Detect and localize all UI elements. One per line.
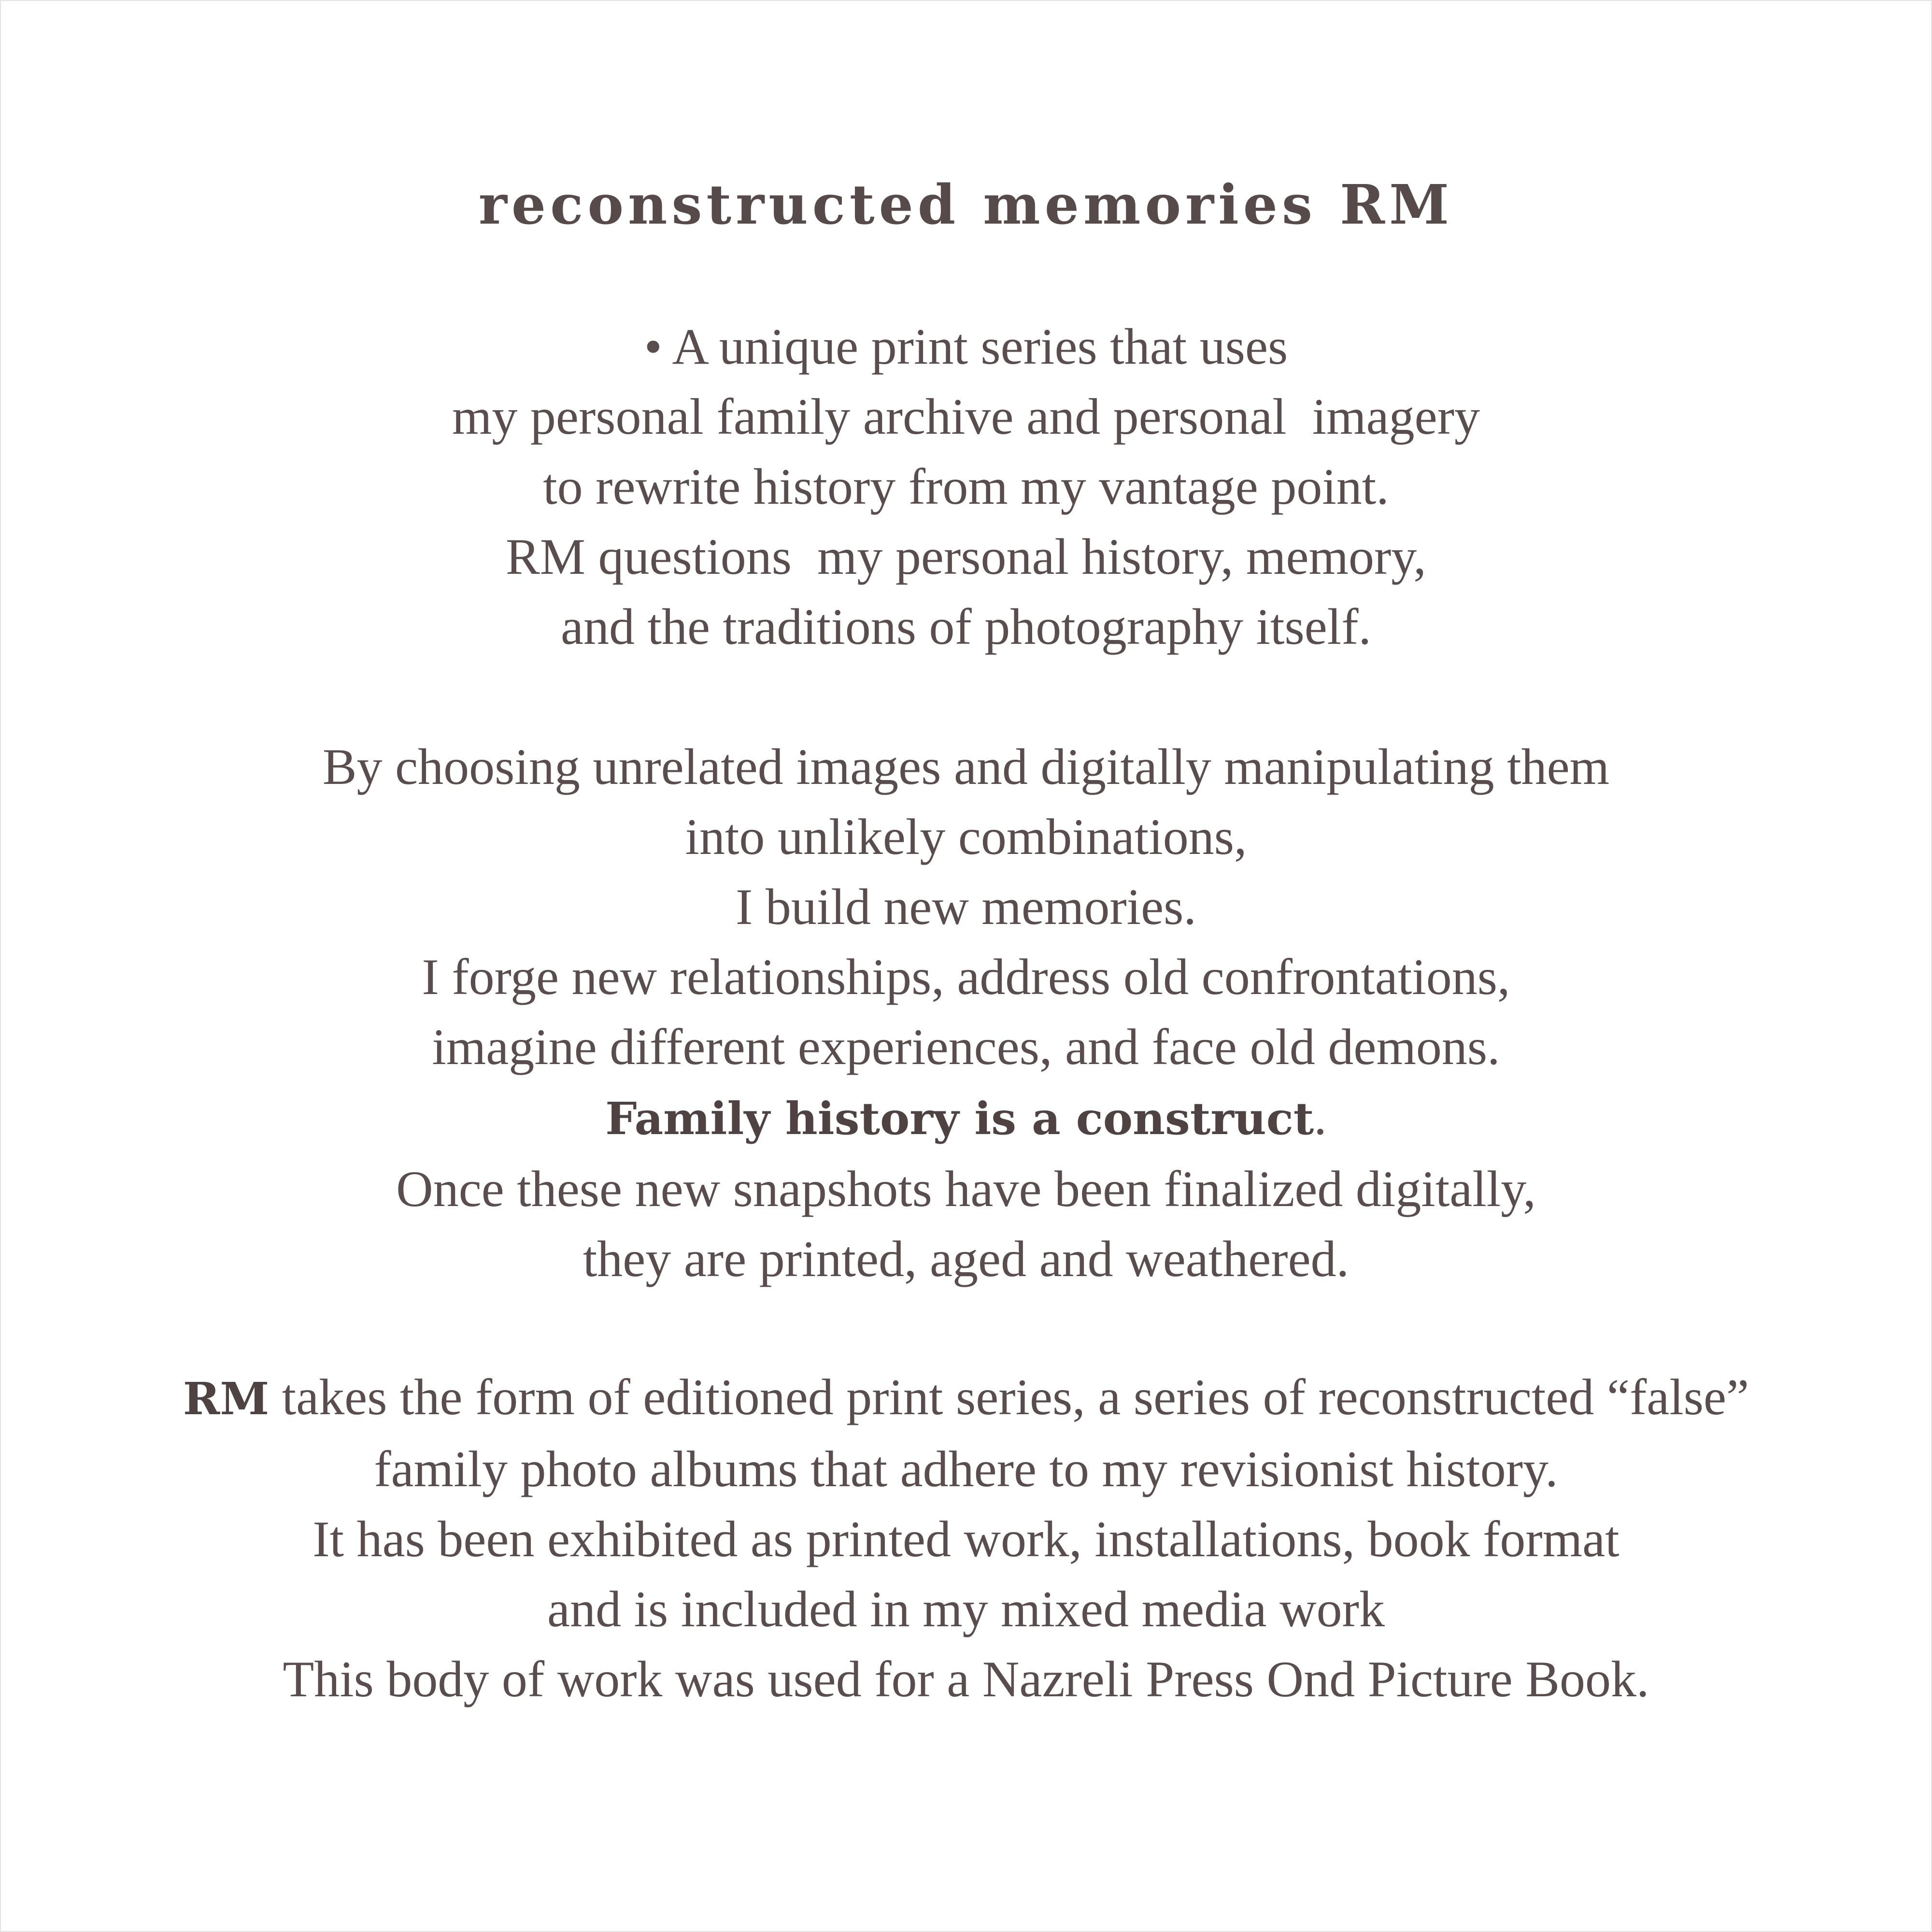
emphasis-line [0, 1082, 1932, 1154]
emphasis-bold-text: Family history is a construct [605, 1093, 1314, 1145]
process-line: into unlikely combinations, [685, 809, 1247, 865]
intro-paragraph [0, 312, 1932, 662]
process-paragraph [0, 732, 1932, 1294]
intro-line: RM questions my personal history, memory, [506, 528, 1426, 585]
intro-line: and the traditions of photography itself. [561, 598, 1371, 655]
process-line: By choosing unrelated images and digitally manipulating them [322, 739, 1610, 795]
process-line: I build new memories. [736, 879, 1196, 935]
exhibition-lead-line [0, 1362, 1932, 1434]
process-line: they are printed, aged and weathered. [582, 1231, 1350, 1287]
process-line: imagine different experiences, and face old demons. [432, 1019, 1500, 1075]
exhibition-line: It has been exhibited as printed work, installations, book format [313, 1511, 1619, 1567]
exhibition-line: family photo albums that adhere to my revisionist history. [374, 1441, 1558, 1497]
exhibition-line: This body of work was used for a Nazreli Press Ond Picture Book. [283, 1651, 1649, 1707]
page-title: reconstructed memories RM [478, 173, 1454, 237]
rm-bold-label: RM [183, 1373, 270, 1425]
exhibition-line: and is included in my mixed media work [547, 1581, 1385, 1637]
exhibition-paragraph [0, 1362, 1932, 1714]
exhibition-lead-text: takes the form of editioned print series, a series of reconstructed “false” [269, 1369, 1749, 1425]
intro-line: to rewrite history from my vantage point. [543, 458, 1389, 515]
intro-line: • A unique print series that uses [644, 318, 1288, 375]
emphasis-period: . [1314, 1089, 1327, 1145]
intro-line: my personal family archive and personal imagery [452, 388, 1480, 445]
process-line: Once these new snapshots have been finalized digitally, [396, 1161, 1536, 1217]
process-line: I forge new relationships, address old confrontations, [422, 949, 1510, 1005]
